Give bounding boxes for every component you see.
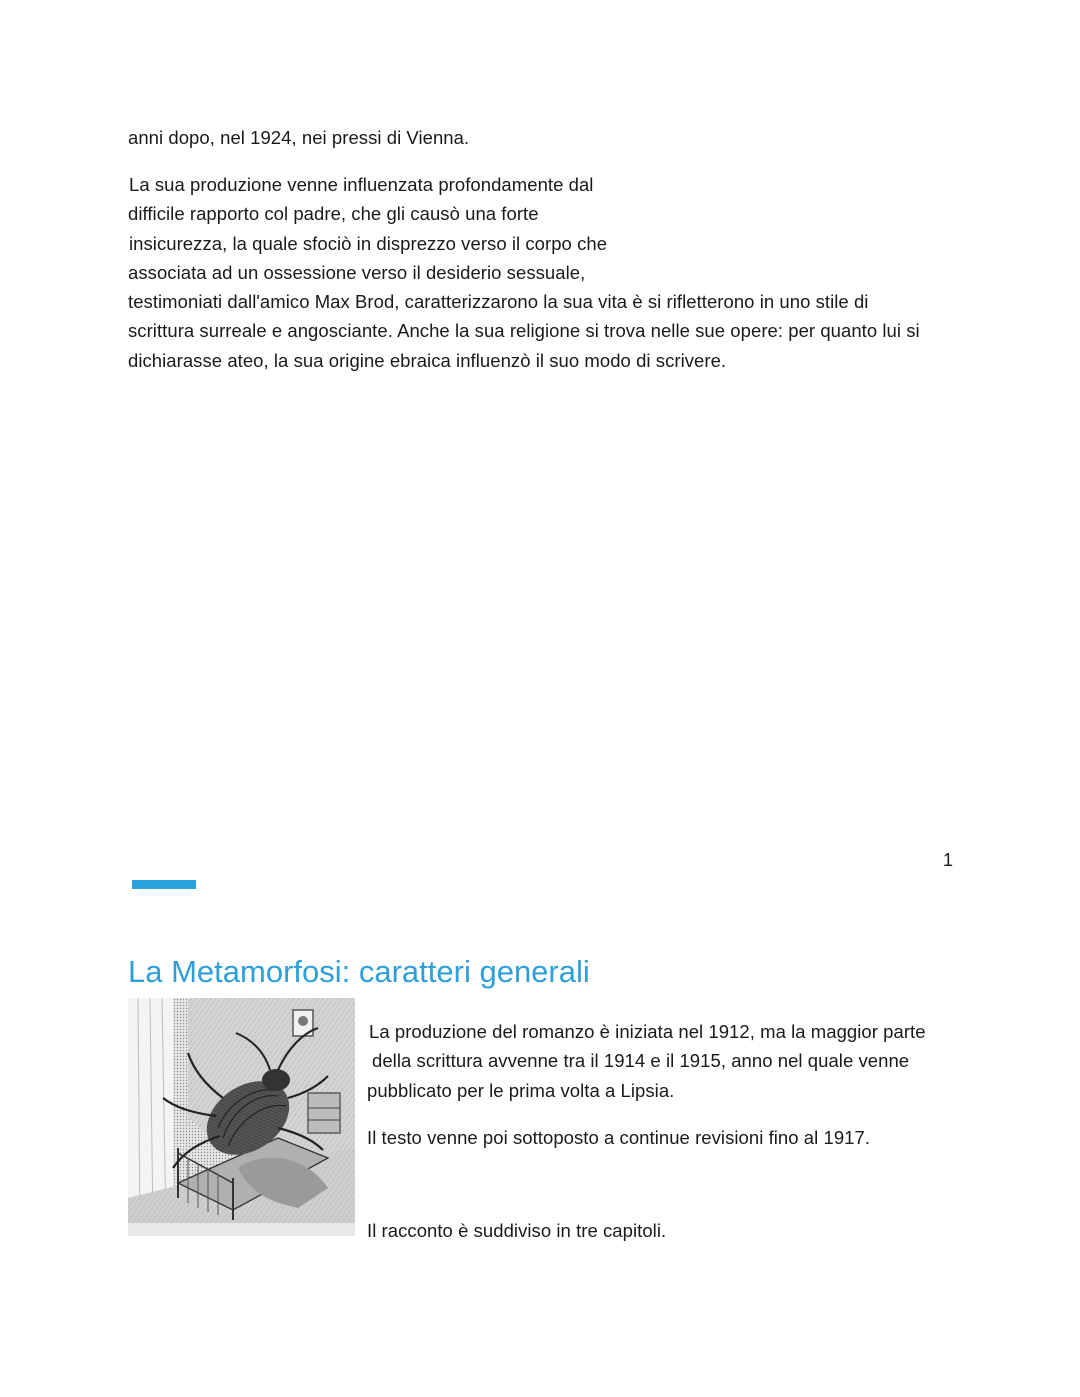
section-accent-bar: [132, 880, 196, 889]
paragraph-line: associata ad un ossessione verso il desiderio sessuale,: [128, 262, 586, 283]
section-heading: La Metamorfosi: caratteri generali: [128, 954, 590, 989]
paragraph-line: La sua produzione venne influenzata profondamente dal: [129, 174, 594, 195]
paragraph-revisions: Il testo venne poi sottoposto a continue revisioni fino al 1917.: [367, 1127, 871, 1148]
paragraph-chapters: Il racconto è suddiviso in tre capitoli.: [367, 1220, 667, 1241]
beetle-on-bed-icon: [128, 998, 355, 1236]
paragraph-line: dichiarasse ateo, la sua origine ebraica influenzò il suo modo di scrivere.: [128, 350, 727, 371]
paragraph-line: anni dopo, nel 1924, nei pressi di Vienna.: [128, 127, 470, 148]
paragraph-line: La produzione del romanzo è iniziata nel 1912, ma la maggior parte: [369, 1021, 926, 1042]
paragraph-line: insicurezza, la quale sfociò in disprezzo verso il corpo che: [129, 233, 608, 254]
paragraph-line: pubblicato per le prima volta a Lipsia.: [367, 1080, 675, 1101]
paragraph-line: testimoniati dall'amico Max Brod, caratterizzarono la sua vita è si rifletterono in uno stile di: [128, 291, 869, 312]
paragraph-line: scrittura surreale e angosciante. Anche la sua religione si trova nelle sue opere: per quanto lui si: [128, 320, 920, 341]
page-number: 1: [943, 850, 954, 870]
paragraph-line: della scrittura avvenne tra il 1914 e il 1915, anno nel quale venne: [372, 1050, 910, 1071]
paragraph-line: difficile rapporto col padre, che gli causò una forte: [128, 203, 539, 224]
metamorphosis-illustration: [128, 998, 355, 1236]
